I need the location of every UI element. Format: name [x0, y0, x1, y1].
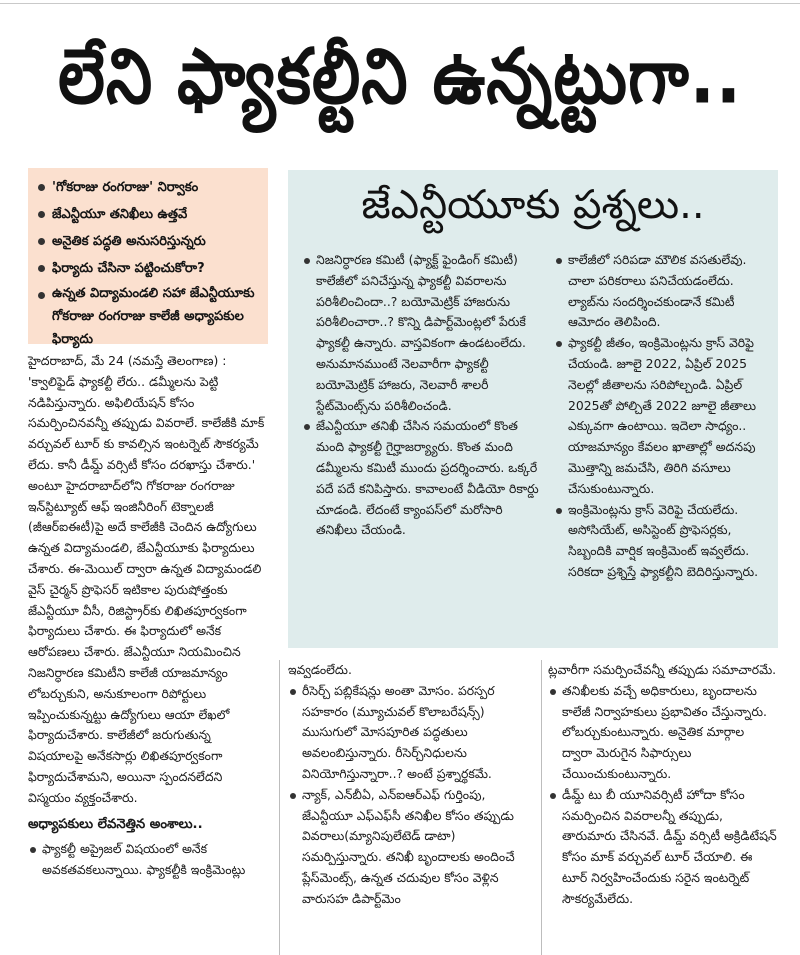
- list-item: న్యాక్, ఎన్‌బీఏ, ఎన్ఐఆర్ఎఫ్ గుర్తింపు, జేఎన్టీయూ ఎఫ్ఎఫ్‌సీ తనిఖీల కోసం తప్పుడు వివరాలు(మ్యానిపులేటెడ్ డాటా) సమర్పిస్తున్నారు. తనిఖీ బృందాలకు అందించే ప్లేస్‌మెంట్స్, ఉన్నత చదువుల కోసం వెళ్లిన వారుసహ డిపార్ట్‌మెం: [288, 785, 534, 910]
- list-item: ఫ్యాకల్టీ అప్రైజల్ విషయంలో అనేక అవకతవకలున్నాయి. ఫ్యాకల్టీకి ఇంక్రిమెంట్లు: [28, 839, 268, 881]
- panel-bullet: ఫ్యాకల్టీ జీతం, ఇంక్రిమెంట్లను క్రాస్ వెరిఫై చేయండి. జూలై 2022, ఏప్రిల్ 2025 నెలల్లో జీతాలను సరిపోల్చండి. ఏప్రిల్ 2025తో పోల్చితే 2022 జూలై జీతాలు ఎక్కువగా ఉంటాయి. ఇదెలా సాధ్యం.. యాజమాన్యం కేవలం ఖాతాల్లో అదనపు మొత్తాన్ని జమచేసి, తిరిగి వసూలు చేసుకుంటున్నారు.: [554, 333, 768, 499]
- panel-bullet: కాలేజీలో సరిపడా మౌలిక వసతులేవు. చాలా పరికరాలు పనిచేయడంలేదు. ల్యాబ్‌ను సందర్శించకుండానే కమిటీ ఆమోదం తెలిపింది.: [554, 250, 768, 333]
- list-item: రీసెర్చ్ పబ్లికేషన్లు అంతా మోసం. పరస్పర సహకారం (మ్యూచువల్ కొలాబరేషన్స్) ముసుగులో మోసపూరిత పద్ధతులు అవలంబిస్తున్నారు. రీసెర్చ్‌నిధులను వినియోగిస్తున్నారా..? అంటే ప్రశ్నార్థకమే.: [288, 681, 534, 785]
- continued-text: ట్లవారీగా సమర్పించేవన్నీ తప్పుడు సమాచారమే.: [548, 662, 777, 677]
- column-divider: [541, 660, 542, 955]
- highlight-item: 'గోకరాజు రంగరాజు' నిర్వాకం: [36, 174, 264, 201]
- top-rule: [0, 3, 800, 4]
- headline: లేని ఫ్యాకల్టీని ఉన్నట్టుగా..: [58, 32, 742, 121]
- lead-paragraph: హైదరాబాద్, మే 24 (నమస్తే తెలంగాణ) : 'క్వాలిఫైడ్ ఫ్యాకల్టీ లేరు.. డమ్మీలను పెట్టి నడిపిస్తున్నారు. అఫిలియేషన్ కోసం సమర్పించినవన్నీ తప్పుడు వివరాలే. కాలేజీకి మాక్ వర్చువల్ టూర్ కు కావల్సిన ఇంటర్నెట్ సౌకర్యమే లేదు. కానీ డీమ్డ్ వర్సిటీ కోసం దరఖాస్తు చేశారు.' అంటూ హైదరాబాద్‌లోని గోకరాజు రంగరాజు ఇన్‌స్టిట్యూట్ ఆఫ్ ఇంజినీరింగ్ టెక్నాలజీ (జీఆర్ఐఈటీ)పై అదే కాలేజీకి చెందిన ఉద్యోగులు ఉన్నత విద్యామండలి, జేఎన్టీయూకు ఫిర్యాదులు చేశారు. ఈ-మెయిల్ ద్వారా ఉన్నత విద్యామండలి వైస్ చైర్మన్ ప్రొఫెసర్ ఇటికాల పురుషోత్తంకు జేఎన్టీయూ వీసీ, రిజిస్ట్రార్‌కు లిఖితపూర్వకంగా ఫిర్యాదులు చేశారు. ఈ ఫిర్యాదులో అనేక ఆరోపణలు చేశారు. జేఎన్టీయూ నియమించిన నిజనిర్ధారణ కమిటీని కాలేజీ యాజమాన్యం లోబర్చుకుని, అనుకూలంగా రిపోర్టులు ఇప్పించుకున్నట్టు ఉద్యోగులు ఆయా లేఖలో ఫిర్యాదుచేశారు. కాలేజీలో జరుగుతున్న విషయాలపై అనేకసార్లు లిఖితపూర్వకంగా ఫిర్యాదుచేశామని, అయినా స్పందనలేదని విస్మయం వ్యక్తంచేశారు.: [28, 353, 265, 805]
- panel-column-left: [302, 250, 546, 541]
- highlight-item: జేఎన్టీయూ తనిఖీలు ఉత్తవే: [36, 201, 264, 228]
- panel-column-right: [554, 250, 768, 583]
- continued-text: ఇవ్వడంలేదు.: [288, 662, 352, 677]
- article-column-right: [548, 660, 778, 910]
- subheading: అధ్యాపకులు లేవనెత్తిన అంశాలు..: [28, 816, 203, 832]
- highlight-item: ఉన్నత విద్యామండలి సహా జేఎన్టీయూకు గోకరాజు రంగరాజు కాలేజీ అధ్యాపకుల ఫిర్యాదు: [36, 282, 264, 351]
- column-divider: [279, 660, 280, 955]
- panel-title: జేఎన్టీయూకు ప్రశ్నలు..: [361, 182, 705, 228]
- panel-bullet: ఇంక్రిమెంట్లను క్రాస్ వెరిఫై చేయలేదు. అసోసియేట్, అసిస్టెంట్ ప్రొఫెసర్లకు, సిబ్బందికి వార్షిక ఇంక్రిమెంట్ ఇవ్వలేదు. సరికదా ప్రశ్నిస్తే ఫ్యాకల్టీని బెదిరిస్తున్నారు.: [554, 500, 768, 583]
- highlights-box: [28, 168, 268, 347]
- panel-bullet: జేఎన్టీయూ తనిఖీ చేసిన సమయంలో కొంత మంది ఫ్యాకల్టీ గైర్హాజర్య్యారు. కొంత మంది డమ్మీలను కమిటీ ముందు ప్రదర్శించారు. ఒక్కరే పదే పదే కనిపిస్తారు. కావాలంటే వీడియో రికార్డు చూడండి. లేదంటే క్యాంపస్‌లో మరోసారి తనిఖీలు చేయండి.: [302, 416, 546, 541]
- panel-bullet: నిజనిర్ధారణ కమిటీ (ఫ్యాక్ట్ ఫైండింగ్ కమిటీ) కాలేజీలో పనిచేస్తున్న ఫ్యాకల్టీ వివరాలను పరిశీలించిందా..? బయోమెట్రిక్ హాజరును పరిశీలించారా..? కొన్ని డిపార్ట్‌మెంట్లలో పేరుకే ఫ్యాకల్టీ ఉన్నారు. వాస్తవికంగా ఉండటంలేదు. అనుమానముంటే నెలవారీగా ఫ్యాకల్టీ బయోమెట్రిక్ హాజరు, నెలవారీ శాలరీ స్టేట్‌మెంట్స్‌ను పరిశీలించండి.: [302, 250, 546, 416]
- article-column-middle: [288, 660, 534, 910]
- highlights-list: [36, 174, 264, 351]
- article-column-left: [28, 351, 268, 881]
- list-item: తనిఖీలకు వచ్చే అధికారులు, బృందాలను కాలేజీ నిర్వాహకులు ప్రభావితం చేస్తున్నారు. లోబర్చుకుంటున్నారు. అనైతిక మార్గాల ద్వారా మెరుగైన సిఫార్సులు చేయించుకుంటున్నారు.: [548, 681, 778, 785]
- highlight-item: అనైతిక పద్ధతి అనుసరిస్తున్నరు: [36, 228, 264, 255]
- questions-panel: [288, 170, 778, 648]
- highlight-item: ఫిర్యాదు చేసినా పట్టించుకోరా?: [36, 255, 264, 282]
- list-item: డీమ్డ్ టు బీ యూనివర్సిటీ హోదా కోసం సమర్పించిన వివరాలన్నీ తప్పుడు, తారుమారు చేసినవే. డీమ్డ్ వర్సిటీ అక్రిడిటేషన్ కోసం మాక్ వర్చువల్ టూర్ చేయాలి. ఈ టూర్ నిర్వహించేందుకు సరైన ఇంటర్నెట్ సౌకర్యమేలేదు.: [548, 785, 778, 910]
